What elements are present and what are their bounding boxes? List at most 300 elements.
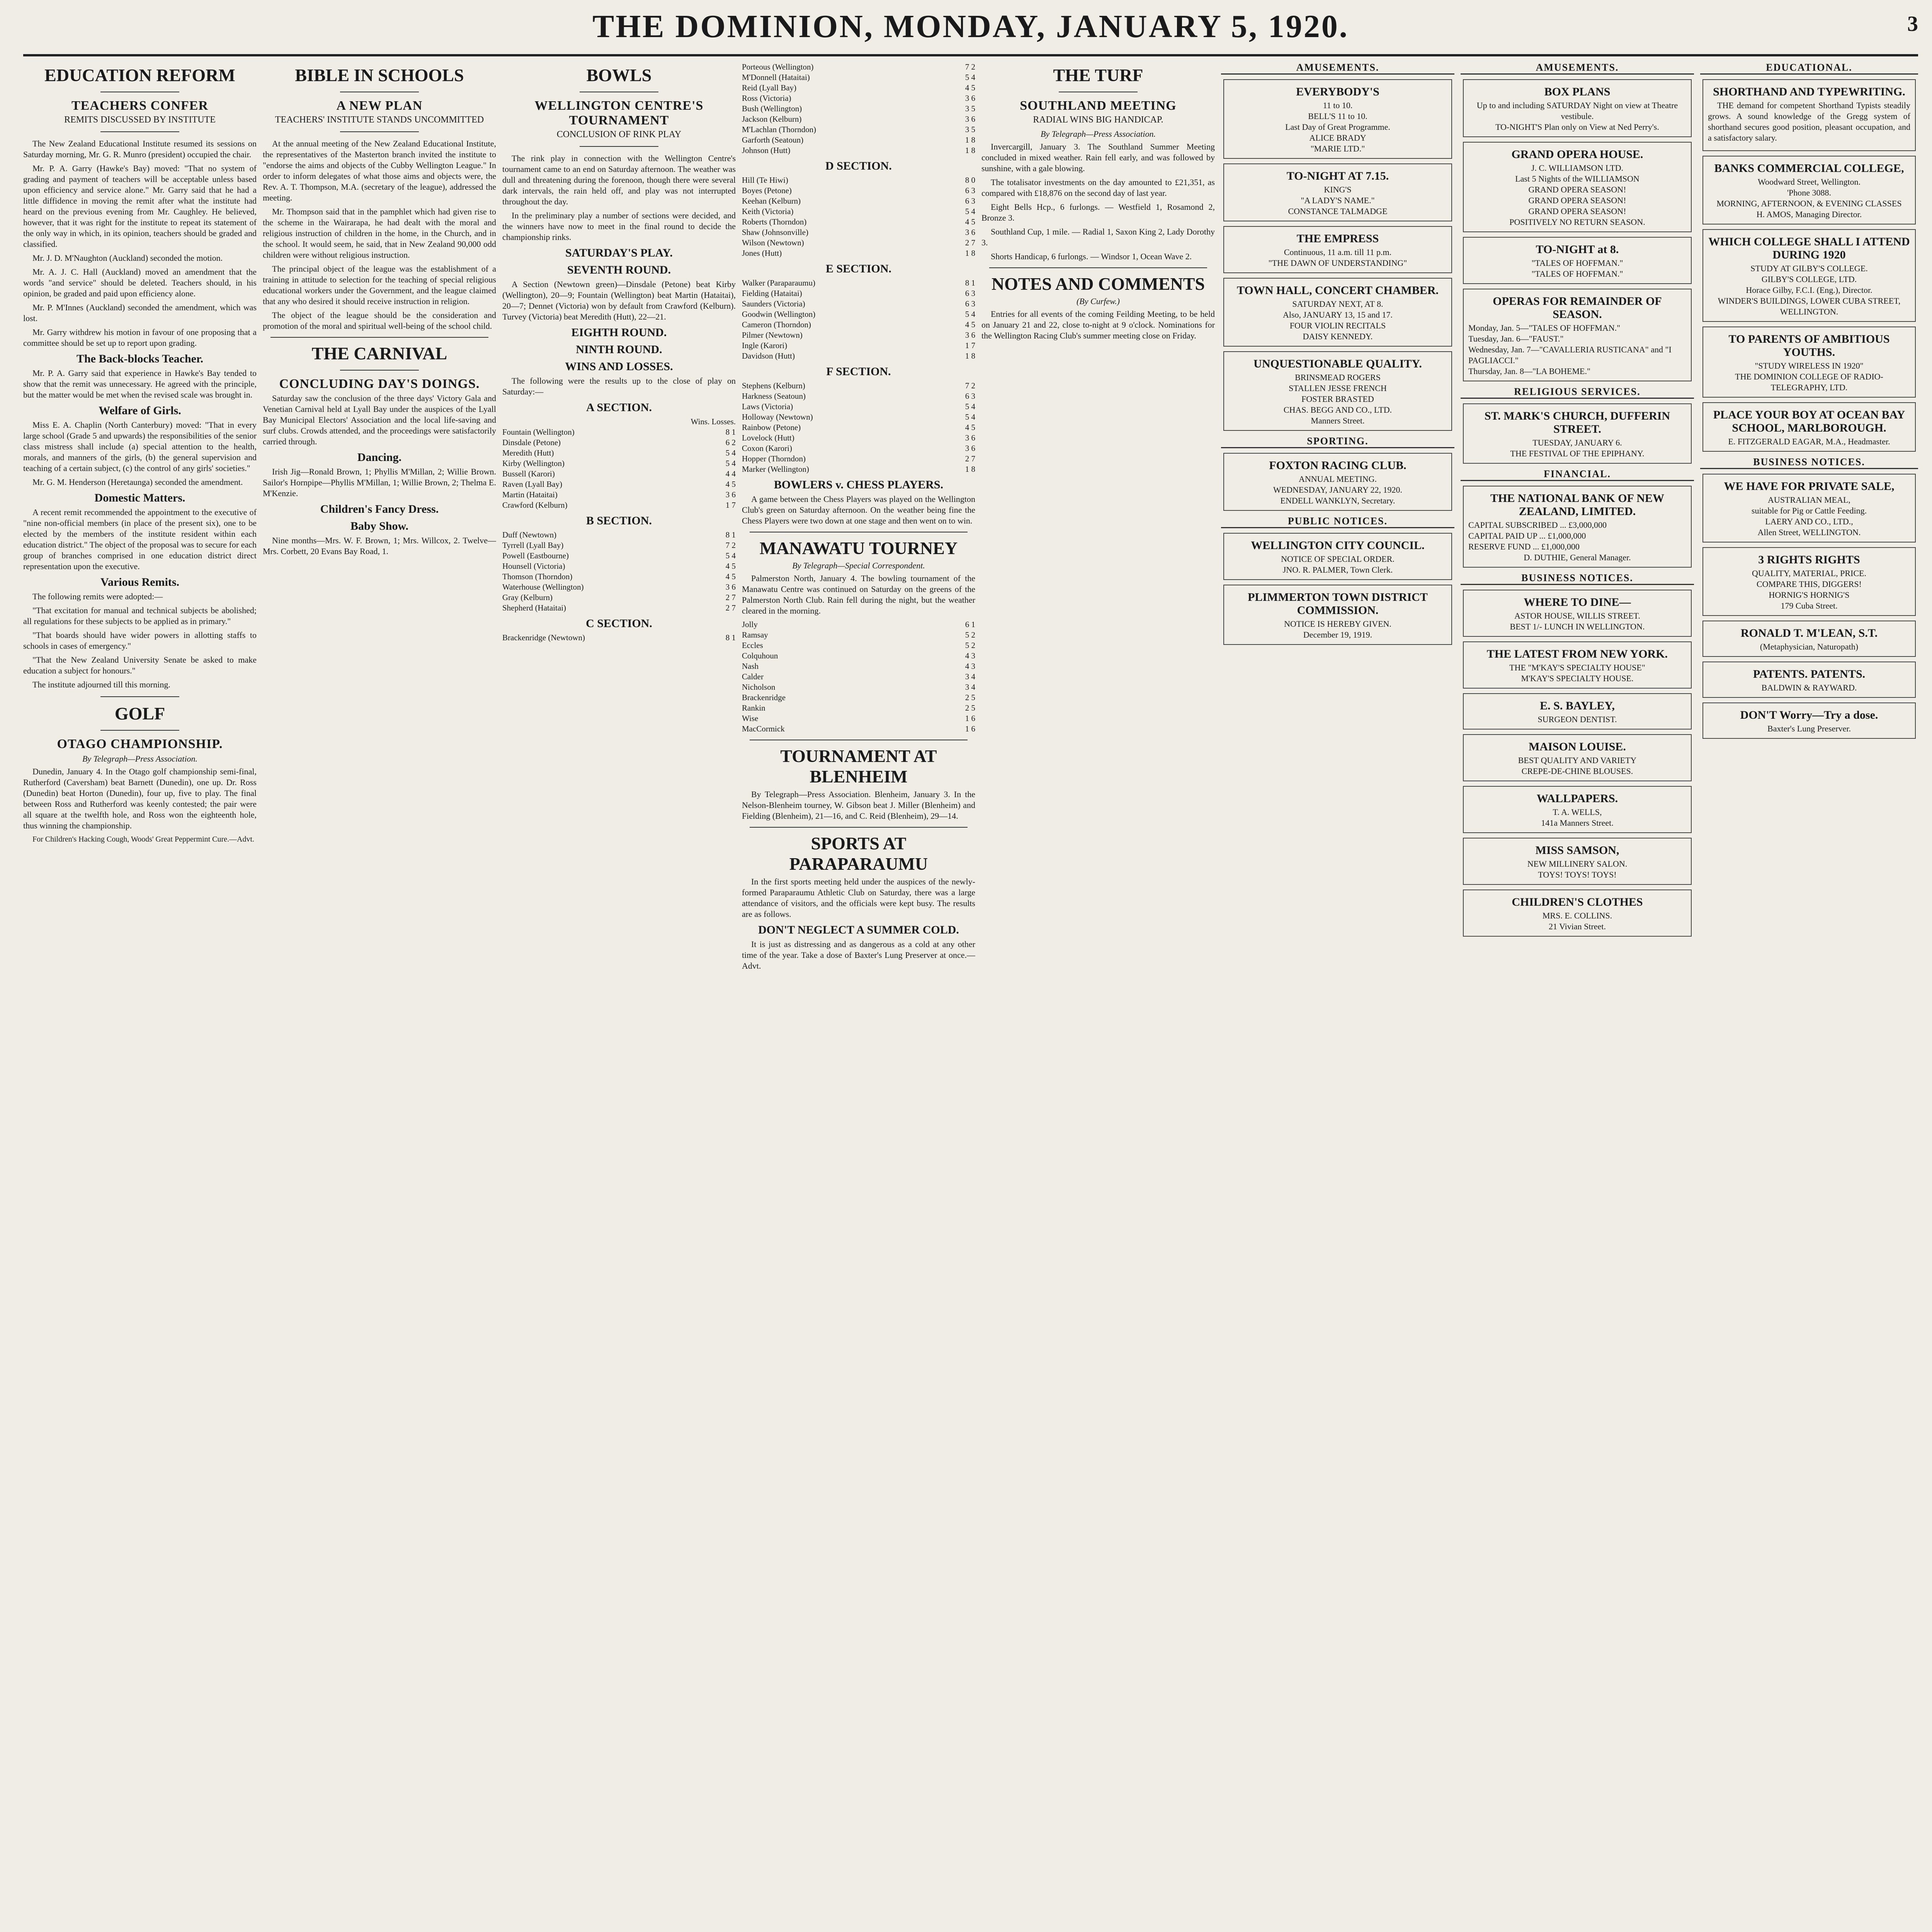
headline-carnival: THE CARNIVAL [311, 344, 447, 363]
advert [1702, 662, 1916, 698]
wins-losses: 7 2 [965, 381, 975, 390]
advert-line: BRINSMEAD ROGERS [1295, 372, 1381, 382]
advert-line: GRAND OPERA SEASON! [1528, 185, 1626, 194]
paragraph: The following were the results up to the close of play on Saturday:— [502, 376, 736, 396]
wins-losses: 2 7 [965, 454, 975, 463]
wins-losses: 7 2 [725, 541, 736, 550]
headline-the-turf: THE TURF [1053, 65, 1143, 85]
section-banner: BUSINESS NOTICES. [1461, 572, 1694, 585]
subheadline: WELLINGTON CENTRE'S TOURNAMENT [534, 99, 704, 128]
advert [1702, 402, 1916, 452]
advert-line: 141a Manners Street. [1541, 818, 1614, 828]
table-row [742, 401, 975, 412]
wins-losses: 4 3 [965, 662, 975, 671]
wins-losses: 2 7 [725, 603, 736, 612]
paragraph: Miss E. A. Chaplin (North Canterbury) moved: "That in every large school (Grade 5 and upwards) the responsibilities of the senior class mistress shall include (a) special attention to the health, morals, and manners of the girls, (b) the general supervision and teaching of a certain subject, (c) the control of any girls' societies." [23, 420, 257, 473]
table-row [742, 724, 975, 734]
wins-losses: 3 6 [965, 94, 975, 103]
player-name: Fountain (Wellington) [502, 427, 575, 437]
wins-losses: 3 4 [965, 682, 975, 692]
advert [1463, 590, 1692, 637]
page-number: 3 [1907, 12, 1918, 36]
advert-line: D. DUTHIE, General Manager. [1524, 553, 1631, 562]
headline-education-reform: EDUCATION REFORM [44, 65, 235, 85]
advert [1223, 585, 1452, 645]
advert-line: TUESDAY, JANUARY 6. [1532, 438, 1622, 447]
subheadline: CONCLUDING DAY'S DOINGS. [279, 377, 480, 391]
table-row [502, 479, 736, 490]
advert [1702, 702, 1916, 739]
divider [100, 131, 179, 132]
player-name: Thomson (Thorndon) [502, 572, 573, 581]
subheadline: OTAGO CHAMPIONSHIP. [57, 737, 223, 751]
table-row [742, 72, 975, 83]
paragraph: It is just as distressing and as dangerous as a cold at any other time of the year. Take a dose of Baxter's Lung Preserver at once.—Advt. [742, 939, 975, 971]
wins-losses: 3 6 [965, 228, 975, 237]
advert [1702, 621, 1916, 657]
advert-line: H. AMOS, Managing Director. [1756, 209, 1862, 219]
advert-line: Woodward Street, Wellington. [1757, 177, 1861, 187]
player-name: Stephens (Kelburn) [742, 381, 805, 390]
kicker: TEACHERS' INSTITUTE STANDS UNCOMMITTED [275, 115, 484, 125]
advert-title: PATENTS. PATENTS. [1753, 668, 1866, 680]
table-row [742, 288, 975, 299]
subheadline: A NEW PLAN [336, 99, 423, 113]
player-name: Brackenridge (Newtown) [502, 633, 585, 642]
advert [1223, 79, 1452, 159]
wins-losses: 6 3 [965, 299, 975, 308]
advert-line: BALDWIN & RAYWARD. [1761, 683, 1857, 692]
player-name: M'Donnell (Hataitai) [742, 73, 810, 82]
advert [1223, 163, 1452, 221]
subheadline: SOUTHLAND MEETING [1020, 99, 1177, 113]
table-row [742, 309, 975, 320]
advert-title: BANKS COMMERCIAL COLLEGE, [1714, 162, 1904, 175]
advert-line: December 19, 1919. [1303, 630, 1372, 639]
advert [1463, 237, 1692, 284]
player-name: Raven (Lyall Bay) [502, 480, 563, 489]
advert-title: WELLINGTON CITY COUNCIL. [1251, 539, 1425, 552]
table-row [502, 490, 736, 500]
table-row [742, 672, 975, 682]
player-name: Cameron (Thorndon) [742, 320, 811, 329]
wins-losses: 6 3 [965, 196, 975, 206]
results-table-d [742, 175, 975, 259]
advert-line: CHAS. BEGG AND CO., LTD. [1283, 405, 1392, 415]
player-name: Hounsell (Victoria) [502, 561, 565, 571]
table-heading: A SECTION. [586, 401, 652, 414]
wins-losses: 6 3 [965, 391, 975, 401]
player-name: Tyrrell (Lyall Bay) [502, 541, 564, 550]
advert [1463, 79, 1692, 137]
section-subhead: NINTH ROUND. [576, 343, 662, 356]
table-row [502, 437, 736, 448]
table-header-row [502, 417, 736, 427]
divider [100, 696, 179, 697]
section-subhead: Children's Fancy Dress. [320, 503, 439, 515]
advert [1463, 889, 1692, 937]
table-heading: C SECTION. [586, 617, 652, 630]
divider [750, 827, 968, 828]
paragraph: Saturday saw the conclusion of the three days' Victory Gala and Venetian Carnival held at Lyall Bay under the auspices of the Lyall Bay Municipal Electors' Association and the local life-saving and surf clubs. Crowds attended, and the proceedings were satisfactorily carried through. [263, 393, 496, 446]
advert-title: E. S. BAYLEY, [1540, 699, 1615, 712]
wins-losses: 5 4 [725, 459, 736, 468]
advert-line: Horace Gilby, F.C.I. (Eng.), Director. [1746, 285, 1872, 295]
advert [1223, 226, 1452, 273]
wins-losses: 5 4 [725, 551, 736, 560]
table-row [502, 561, 736, 571]
table-row [742, 238, 975, 248]
table-row [742, 619, 975, 630]
table-row [742, 713, 975, 724]
advert-title: TOWN HALL, CONCERT CHAMBER. [1236, 284, 1439, 297]
table-row [742, 682, 975, 692]
section-subhead: Welfare of Girls. [99, 404, 181, 417]
section-subhead: BOWLERS v. CHESS PLAYERS. [774, 478, 944, 491]
table-row [742, 630, 975, 640]
table-row [742, 412, 975, 422]
table-row [742, 196, 975, 206]
advert-line: (Metaphysician, Naturopath) [1760, 642, 1859, 651]
wins-losses: 5 4 [965, 310, 975, 319]
player-name: Brackenridge [742, 693, 786, 702]
advert [1702, 156, 1916, 224]
paragraph: The institute adjourned till this morning. [32, 680, 170, 689]
player-name: Roberts (Thorndon) [742, 217, 807, 226]
table-heading: F SECTION. [826, 365, 891, 378]
player-name: Holloway (Newtown) [742, 412, 813, 422]
player-name: Hopper (Thorndon) [742, 454, 806, 463]
advert [1702, 474, 1916, 543]
paragraph: Eight Bells Hcp., 6 furlongs. — Westfield 1, Rosamond 2, Bronze 3. [981, 202, 1215, 223]
player-name: Gray (Kelburn) [502, 593, 553, 602]
player-name: Colquhoun [742, 651, 778, 660]
advert-title: GRAND OPERA HOUSE. [1511, 148, 1643, 161]
advert-line: "TALES OF HOFFMAN." [1531, 269, 1623, 279]
kicker: REMITS DISCUSSED BY INSTITUTE [64, 115, 216, 125]
wins-losses: 2 7 [725, 593, 736, 602]
advert-line: Tuesday, Jan. 6—"FAUST." [1468, 334, 1564, 344]
wins-losses: 6 2 [725, 438, 736, 447]
advert-line: TO-NIGHT'S Plan only on View at Ned Perry's. [1495, 122, 1659, 132]
wins-losses: 5 4 [965, 73, 975, 82]
table-row [502, 592, 736, 603]
table-row [502, 603, 736, 613]
advert-line: THE FESTIVAL OF THE EPIPHANY. [1510, 449, 1645, 458]
advert-line: KING'S [1324, 185, 1352, 194]
advert-line: "A LADY'S NAME." [1301, 196, 1375, 205]
results-table-b [502, 530, 736, 613]
paragraph: Entries for all events of the coming Feilding Meeting, to be held on January 21 and 22, close to-night at 9 o'clock. Nominations for the Wellington Racing Club's summer meeting close on Friday. [981, 309, 1215, 340]
column-turf [981, 62, 1215, 1932]
table-row [742, 135, 975, 145]
player-name: Keith (Victoria) [742, 207, 794, 216]
paragraph: Mr. P. M'Innes (Auckland) seconded the amendment, which was lost. [23, 303, 257, 323]
advert-line: GRAND OPERA SEASON! [1528, 206, 1626, 216]
wins-losses: 1 8 [965, 464, 975, 474]
advert [1463, 641, 1692, 689]
player-name: MacCormick [742, 724, 785, 733]
advert-line: Baxter's Lung Preserver. [1767, 724, 1851, 733]
section-banner: EDUCATIONAL. [1700, 62, 1918, 75]
player-name: M'Lachlan (Thorndon) [742, 125, 816, 134]
table-row [742, 145, 975, 156]
section-subhead: SEVENTH ROUND. [567, 264, 671, 276]
player-name: Ross (Victoria) [742, 94, 791, 103]
table-row [502, 571, 736, 582]
advert-line: J. C. WILLIAMSON LTD. [1531, 163, 1624, 173]
table-row [502, 530, 736, 540]
advert-line: JNO. R. PALMER, Town Clerk. [1282, 565, 1393, 575]
advert-title: TO PARENTS OF AMBITIOUS YOUTHS. [1728, 333, 1890, 359]
advert-line: 11 to 10. [1323, 100, 1353, 110]
advert-line: T. A. WELLS, [1553, 807, 1602, 817]
wins-losses: 7 2 [965, 62, 975, 71]
advert-line: Last Day of Great Programme. [1285, 122, 1390, 132]
wins-losses: 8 1 [965, 278, 975, 287]
advert-line: GILBY'S COLLEGE, LTD. [1761, 274, 1857, 284]
paragraph: Mr. A. J. C. Hall (Auckland) moved an amendment that the words "and service" should be deleted. Teachers should, in his opinion, be graded and paid upon efficiency alone. [23, 267, 257, 298]
section-banner: SPORTING. [1221, 435, 1454, 448]
advert-line: Allen Street, WELLINGTON. [1757, 527, 1861, 537]
advert-title: SHORTHAND AND TYPEWRITING. [1713, 85, 1905, 98]
advert [1463, 486, 1692, 568]
wins-losses: 3 6 [725, 490, 736, 499]
wins-losses: 3 6 [965, 330, 975, 340]
paragraph: Mr. G. M. Henderson (Heretaunga) seconded the amendment. [32, 477, 243, 487]
advert-line: COMPARE THIS, DIGGERS! [1757, 579, 1862, 589]
wins-losses: 3 6 [965, 114, 975, 124]
section-banner: BUSINESS NOTICES. [1700, 456, 1918, 469]
paragraph: The principal object of the league was the establishment of a training in attitude to selection for the teaching of special religious educational workers under the Government, and the league claimed that any who desired it should receive instruction in religion. [263, 264, 496, 306]
advert-line: POSITIVELY NO RETURN SEASON. [1509, 217, 1645, 227]
wins-losses: 1 7 [725, 500, 736, 510]
wins-losses: 5 4 [725, 448, 736, 457]
advert-line: Also, JANUARY 13, 15 and 17. [1283, 310, 1393, 320]
advert-line: GRAND OPERA SEASON! [1528, 196, 1626, 205]
paragraph: Dunedin, January 4. In the Otago golf championship semi-final, Rutherford (Caversham) beat Barnett (Dunedin), one up. Dr. Ross (Dunedin) beat Horton (Dunedin), four up, five to play. The final between Ross and Rutherford was keenly contested; the pair were all square at the twelfth hole, and Ross won the eighteenth hole, thus winning the championship. [23, 767, 257, 830]
table-row [742, 661, 975, 672]
paragraph: Invercargill, January 3. The Southland Summer Meeting concluded in mixed weather. Rain fell early, and was followed by sunshine, with a gale blowing. [981, 142, 1215, 173]
paragraph: In the preliminary play a number of sections were decided, and the winners have now to meet in the final round to decide the championship rinks. [502, 211, 736, 242]
advert [1702, 229, 1916, 322]
table-row [742, 320, 975, 330]
section-subhead: SATURDAY'S PLAY. [565, 247, 673, 259]
wins-losses: 5 4 [965, 207, 975, 216]
paragraph: The rink play in connection with the Wellington Centre's tournament came to an end on Saturday afternoon. The weather was dull and threatening during the forenoon, though there were several dark intervals, the rain held off, and play was not interrupted throughout the day. [502, 153, 736, 206]
advert-title: DON'T Worry—Try a dose. [1740, 709, 1878, 721]
player-name: Coxon (Karori) [742, 444, 793, 453]
byline: By Telegraph—Special Correspondent. [792, 561, 925, 570]
table-row [742, 433, 975, 443]
paragraph: Mr. Garry withdrew his motion in favour of one proposing that a committee should be set up to report upon grading. [23, 327, 257, 348]
advert-line: "THE DAWN OF UNDERSTANDING" [1268, 258, 1407, 268]
advert [1223, 351, 1452, 431]
headline-bible-in-schools: BIBLE IN SCHOOLS [295, 65, 464, 85]
player-name: Bush (Wellington) [742, 104, 802, 113]
table-row [742, 640, 975, 651]
player-name: Saunders (Victoria) [742, 299, 805, 308]
table-row [742, 340, 975, 351]
divider [340, 131, 419, 132]
column-bowls [502, 62, 736, 1932]
table-row [502, 458, 736, 469]
table-row [742, 62, 975, 72]
table-row [742, 206, 975, 217]
table-row [742, 422, 975, 433]
player-name: Porteous (Wellington) [742, 62, 814, 71]
advert-line: 179 Cuba Street. [1781, 601, 1838, 611]
player-name: Martin (Hataitai) [502, 490, 558, 499]
player-name: Dinsdale (Petone) [502, 438, 561, 447]
advert-title: CHILDREN'S CLOTHES [1512, 896, 1643, 908]
advert-line: Up to and including SATURDAY Night on view at Theatre vestibule. [1476, 100, 1678, 121]
player-name: Kirby (Wellington) [502, 459, 565, 468]
paragraph: "That the New Zealand University Senate be asked to make education a subject for honours." [23, 655, 257, 675]
player-name: Davidson (Hutt) [742, 351, 795, 361]
advert [1223, 453, 1452, 511]
advert-line: Last 5 Nights of the WILLIAMSON [1515, 174, 1639, 184]
column-bowls-continued [742, 62, 975, 1932]
advert-line: THE DOMINION COLLEGE OF RADIO-TELEGRAPHY, LTD. [1735, 372, 1883, 392]
player-name: Nash [742, 662, 759, 671]
table-row [742, 114, 975, 124]
advert [1463, 289, 1692, 381]
player-name: Reid (Lyall Bay) [742, 83, 797, 92]
wins-losses: 4 5 [965, 217, 975, 226]
table-row [742, 93, 975, 104]
wins-losses: 4 5 [965, 83, 975, 92]
advert-line: "TALES OF HOFFMAN." [1531, 258, 1623, 268]
column-education [23, 62, 257, 1932]
paragraph: Irish Jig—Ronald Brown, 1; Phyllis M'Millan, 2; Willie Brown. Sailor's Hornpipe—Phyllis M'Millan, 1; Willie Brown, 2; Thelma E. M'Kenzie. [263, 467, 496, 498]
divider [340, 370, 419, 371]
headline-notes-and-comments: NOTES AND COMMENTS [991, 274, 1205, 294]
wins-losses: 3 6 [725, 582, 736, 592]
wins-losses: 3 5 [965, 125, 975, 134]
advert-title: TO-NIGHT AT 7.15. [1286, 170, 1389, 182]
wins-losses: 1 8 [965, 351, 975, 361]
player-name: Johnson (Hutt) [742, 146, 791, 155]
player-name: Rankin [742, 703, 765, 713]
wins-losses: 2 5 [965, 693, 975, 702]
advert-line: FOUR VIOLIN RECITALS [1289, 321, 1386, 330]
advert-line: Manners Street. [1311, 416, 1365, 425]
wins-losses: 6 1 [965, 620, 975, 629]
section-subhead: WINS AND LOSSES. [565, 360, 673, 373]
subheadline: TEACHERS CONFER [71, 99, 209, 113]
advert [1463, 838, 1692, 885]
advert-line: ENDELL WANKLYN, Secretary. [1280, 496, 1395, 505]
advert [1463, 142, 1692, 232]
paragraph: Mr. J. D. M'Naughton (Auckland) seconded the motion. [32, 253, 223, 263]
section-subhead: Various Remits. [100, 576, 179, 588]
player-name: Walker (Paraparaumu) [742, 278, 816, 287]
table-row [742, 692, 975, 703]
advert-line: MRS. E. COLLINS. [1542, 911, 1612, 920]
advert [1463, 734, 1692, 781]
advert-title: FOXTON RACING CLUB. [1269, 459, 1406, 472]
section-banner: FINANCIAL. [1461, 468, 1694, 481]
advert-line: Continuous, 11 a.m. till 11 p.m. [1284, 247, 1392, 257]
advert [1463, 693, 1692, 730]
table-row [742, 227, 975, 238]
wins-losses: 2 7 [965, 238, 975, 247]
divider [989, 267, 1207, 268]
headline-bowls: BOWLS [586, 65, 652, 85]
wins-losses: 4 5 [725, 480, 736, 489]
player-name: Bussell (Karori) [502, 469, 555, 478]
table-row [742, 104, 975, 114]
advert-title: ST. MARK'S CHURCH, DUFFERIN STREET. [1484, 410, 1670, 435]
results-table-f [742, 381, 975, 474]
player-name: Garforth (Seatoun) [742, 135, 804, 145]
table-row [742, 464, 975, 474]
advert-line: BEST QUALITY AND VARIETY [1518, 755, 1637, 765]
table-row [742, 330, 975, 340]
table-row [742, 185, 975, 196]
paragraph: By Telegraph—Press Association. Blenheim, January 3. In the Nelson-Blenheim tourney, W. Gibson beat J. Miller (Blenheim) and Fielding (Blenheim), 21—16, and C. Reid (Blenheim), 29—14. [742, 789, 975, 821]
table-row [742, 351, 975, 361]
player-name: Ingle (Karori) [742, 341, 787, 350]
wins-losses: 3 5 [965, 104, 975, 113]
table-row [502, 633, 736, 643]
paragraph: The totalisator investments on the day amounted to £21,351, as compared with £18,876 on the second day of last year. [981, 177, 1215, 198]
player-name: Hill (Te Hiwi) [742, 175, 788, 185]
player-name: Jones (Hutt) [742, 248, 782, 258]
advert-line: ASTOR HOUSE, WILLIS STREET. [1514, 611, 1640, 621]
advert-title: WHICH COLLEGE SHALL I ATTEND DURING 1920 [1708, 235, 1910, 261]
byline: By Telegraph—Press Association. [82, 754, 198, 764]
advert-title: THE NATIONAL BANK OF NEW ZEALAND, LIMITED. [1490, 492, 1665, 518]
advert-line: For Children's Hacking Cough, Woods' Great Peppermint Cure.—Advt. [32, 835, 255, 844]
wins-losses: 4 5 [965, 320, 975, 329]
section-banner: AMUSEMENTS. [1461, 62, 1694, 75]
results-table-manawatu [742, 619, 975, 734]
advert-line: WEDNESDAY, JANUARY 22, 1920. [1273, 485, 1403, 495]
advert-line: Wednesday, Jan. 7—"CAVALLERIA RUSTICANA" and "I PAGLIACCI." [1468, 345, 1672, 365]
advert-line: LAERY AND CO., LTD., [1765, 517, 1853, 526]
wins-losses: 2 5 [965, 703, 975, 713]
advert-title: PLIMMERTON TOWN DISTRICT COMMISSION. [1248, 591, 1428, 617]
wins-losses: 5 4 [965, 402, 975, 411]
player-name: Jolly [742, 620, 758, 629]
headline-golf: GOLF [114, 704, 165, 723]
section-subhead: The Back-blocks Teacher. [76, 352, 204, 365]
wins-losses: 5 2 [965, 641, 975, 650]
player-name: Jackson (Kelburn) [742, 114, 802, 124]
table-heading: D SECTION. [825, 160, 892, 172]
column-amusements-2 [1461, 62, 1694, 1932]
newspaper-title: THE DOMINION, MONDAY, JANUARY 5, 1920. [592, 9, 1349, 44]
advert-title: WE HAVE FOR PRIVATE SALE, [1724, 480, 1895, 493]
player-name: Calder [742, 672, 764, 681]
table-row [502, 540, 736, 551]
table-row [502, 500, 736, 510]
wins-losses: 1 8 [965, 146, 975, 155]
table-row [742, 248, 975, 259]
advert-line: E. FITZGERALD EAGAR, M.A., Headmaster. [1728, 437, 1890, 446]
table-row [742, 381, 975, 391]
results-table-c [502, 633, 736, 643]
advert [1702, 547, 1916, 616]
table-row [742, 443, 975, 454]
wins-losses: 1 8 [965, 248, 975, 258]
advert-line: "MARIE LTD." [1310, 144, 1365, 153]
table-row [502, 582, 736, 592]
advert-line: 21 Vivian Street. [1549, 922, 1606, 931]
advert-line: BEST 1/- LUNCH IN WELLINGTON. [1510, 622, 1645, 631]
